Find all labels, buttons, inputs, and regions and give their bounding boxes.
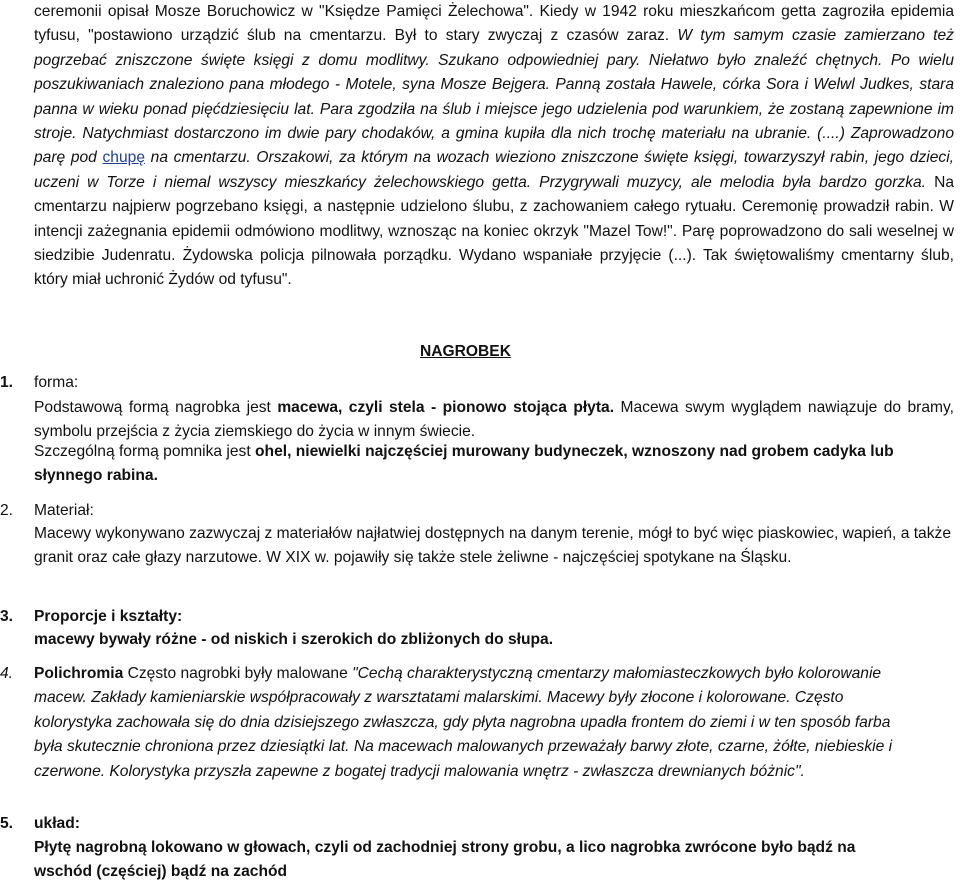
section-heading xyxy=(420,340,511,364)
item-2-label: Materiał: xyxy=(34,502,94,519)
item-5-body: Płytę nagrobną lokowano w głowach, czyli od zachodniej strony grobu, a lico nagrobka zwrócone było bądź na wschód (częściej) bądź na zachód xyxy=(34,839,856,881)
intro-text-2: W tym samym czasie zamierzano też pogrzebać zniszczone święte księgi z domu modlitwy. Szukano odpowiedniej pary. Niełatwo było znaleźć chętnych. Po wielu poszukiwaniach znaleziono pana młodego - Motele, syna Mosze Bejgera. Panną została Hawele, córka Sora i Welwl Judkes, stara panna w wieku ponad pięćdziesięciu lat. Para zgodziła na ślub i miejsce jego udzielenia pod warunkiem, że zostaną zapewnione im stroje. xyxy=(34,27,954,143)
item-1-number: 1. xyxy=(0,374,14,391)
item-3-number: 3. xyxy=(0,608,14,625)
item-4-body xyxy=(34,662,904,784)
item-3-label: Proporcje i kształty: xyxy=(34,608,183,625)
item-4-label: Polichromia xyxy=(34,665,124,682)
item-1-label: forma: xyxy=(34,374,79,391)
section-heading-text: NAGROBEK xyxy=(420,343,511,360)
chupa-link[interactable]: chupę xyxy=(102,149,145,167)
intro-paragraph xyxy=(34,0,954,293)
intro-text-3: Natychmiast dostarczono im dwie pary chodaków, a gmina kupiła dla nich trochę materiału na ubranie. (....) Zaprowadzono parę pod xyxy=(34,125,954,167)
item-5-label: układ: xyxy=(34,815,80,832)
item-5-number: 5. xyxy=(0,815,14,832)
intro-text-1: ceremonii opisał Mosze Boruchowicz w "Księdze Pamięci Żelechowa". Kiedy w 1942 roku mieszkańcom getta zagroziła epidemia tyfusu, "postawiono urządzić ślub na cmentarzu. Był to stary zwyczaj z czasów zaraz. xyxy=(34,3,954,45)
item-3-body: macewy bywały różne - od niskich i szerokich do zbliżonych do słupa. xyxy=(34,631,554,648)
item-1-text-b: macewa, czyli stela - pionowo stojąca płyta. xyxy=(277,399,615,416)
item-2-number: 2. xyxy=(0,502,14,519)
item-4-number: 4. xyxy=(0,665,14,682)
item-4-text-b: "Cechą charakterystyczną cmentarzy małomiasteczkowych było kolorowanie macew. Zakłady kamieniarskie współpracowały z warsztatami malarskimi. Macewy były złocone i kolorowane. Często kolorystyka zachowała się do dnia dzisiejszego zwłaszcza, gdy płyta nagrobna upadła frontem do ziemi i w ten sposób farba była skutecznie chroniona przez dziesiątki lat. Na macewach malowanych przeważały barwy złote, czarne, żółte, niebieskie i czerwone. Kolorystyka przyszła zapewne z bogatej tradycji malowania wnętrz - zwłaszcza drewnianych bóżnic". xyxy=(34,665,893,780)
item-4-text-a: Często nagrobki były malowane xyxy=(127,665,348,682)
item-1-text-c: Macewa swym wyglądem nawiązuje do bramy, symbolu przejścia z życia ziemskiego do życia w innym świecie. xyxy=(34,399,954,441)
item-1-text-d: Szczególną formą pomnika jest xyxy=(34,443,256,460)
item-1-text-e: ohel, niewielki najczęściej murowany budyneczek, wznoszony nad grobem cadyka lub słynnego rabina. xyxy=(34,443,894,485)
item-1-body-2 xyxy=(34,440,954,489)
item-1-body xyxy=(34,396,954,445)
item-1-text-a: Podstawową formą nagrobka jest xyxy=(34,399,278,416)
intro-text-4: na cmentarzu. Orszakowi, za którym na wozach wieziono zniszczone święte księgi, towarzyszył rabin, jego dzieci, uczeni w Torze i niemal wszyscy mieszkańcy żelechowskiego getta. Przygrywali muzycy, ale melodia była bardzo gorzka. xyxy=(34,149,954,191)
intro-text-5: Na cmentarzu najpierw pogrzebano księgi, a następnie udzielono ślubu, z zachowaniem całego rytuału. Ceremonię prowadził rabin. W intencji zażegnania epidemii odmówiono modlitwy, wznosząc na koniec okrzyk "Mazel Tow!". Parę poprowadzono do sali weselnej w siedzibie Judenratu. Żydowska policja pilnowała porządku. Wydano wspaniałe przyjęcie (...). Tak świętowaliśmy cmentarny ślub, który miał uchronić Żydów od tyfusu". xyxy=(34,173,954,289)
item-2-body: Macewy wykonywano zazwyczaj z materiałów najłatwiej dostępnych na danym terenie, mógł to być więc piaskowiec, wapień, a także granit oraz całe głazy narzutowe. W XIX w. pojawiły się także stele żeliwne - najczęściej spotykane na Śląsku. xyxy=(34,525,951,567)
